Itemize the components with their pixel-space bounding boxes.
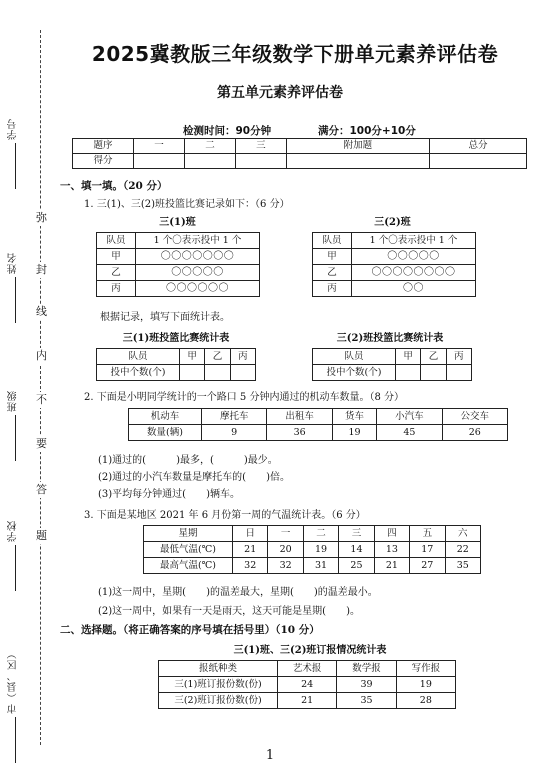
vehicle-table: 机动车 摩托车 出租车 货车 小汽车 公交车 数量(辆) 9 36 19 45 26: [128, 408, 508, 441]
seal-char: 弥: [36, 211, 47, 224]
city-label: 市（县、区）: [8, 648, 19, 714]
score-row-label: 得分: [73, 154, 134, 169]
newspaper-table-title: 三(1)班、三(2)班订报情况统计表: [233, 645, 387, 656]
q3-blank-2[interactable]: (2)这一周中，如果有一天是雨天，这天可能是星期( )。: [98, 606, 360, 617]
section1-heading: 一、填一填。（20 分）: [60, 180, 168, 192]
name-field[interactable]: [8, 252, 22, 323]
newspaper-table: 报纸种类 艺术报 数学报 写作报 三(1)班订报份数(份) 24 39 19 三(2)班订报份数(份) 21 35 28: [158, 660, 456, 709]
class1-record-table: 队员 1 个〇表示投中 1 个 甲 〇〇〇〇〇〇〇 乙 〇〇〇〇〇 丙 〇〇〇〇〇〇: [96, 232, 260, 297]
time-label: 检测时间：90分钟: [183, 125, 272, 137]
class2-stat-table: 队员 甲 乙 丙 投中个数(个): [312, 348, 472, 381]
school-field[interactable]: [8, 520, 22, 591]
score-header-cell: 一: [134, 139, 185, 154]
name-label: 姓名: [8, 252, 19, 274]
seal-char: 答: [36, 483, 47, 496]
score-input[interactable]: [429, 154, 526, 169]
score-input[interactable]: [134, 154, 185, 169]
class-field[interactable]: [8, 390, 22, 461]
class1-stat-title: 三(1)班投篮比赛统计表: [122, 333, 230, 344]
score-header-cell: 总分: [429, 139, 526, 154]
answer-cell[interactable]: [396, 365, 421, 381]
temperature-table: 星期 日 一 二 三 四 五 六 最低气温(℃) 21 20 19 14 13 17 22 最高气温(℃) 32 32 31 25 21 27 35: [143, 525, 481, 574]
school-label: 学校: [8, 520, 19, 542]
answer-cell[interactable]: [421, 365, 446, 381]
section2-heading: 二、选择题。（将正确答案的序号填在括号里）（10 分）: [60, 624, 320, 636]
page-number: 1: [265, 748, 275, 763]
class-label: 班级: [8, 390, 19, 412]
score-input[interactable]: [286, 154, 429, 169]
q1-instruction: 根据记录，填写下面统计表。: [100, 312, 230, 323]
score-input[interactable]: [184, 154, 235, 169]
student-id-label: 学号: [8, 118, 19, 140]
class2-record-title: 三(2)班: [374, 217, 411, 228]
student-id-field[interactable]: [8, 118, 22, 189]
q3-stem: 3. 下面是某地区 2021 年 6 月份第一周的气温统计表。（6 分）: [84, 510, 366, 521]
class2-stat-title: 三(2)班投篮比赛统计表: [336, 333, 444, 344]
q3-blank-1[interactable]: (1)这一周中，星期( )的温差最大，星期( )的温差最小。: [98, 587, 378, 598]
seal-char: 线: [36, 305, 47, 318]
page-subtitle: 第五单元素养评估卷: [217, 85, 343, 101]
q2-stem: 2. 下面是小明同学统计的一个路口 5 分钟内通过的机动车数量。（8 分）: [84, 392, 404, 403]
full-score-label: 满分：100分+10分: [318, 125, 416, 137]
score-header-cell: 二: [184, 139, 235, 154]
seal-char: 封: [36, 263, 47, 276]
answer-cell[interactable]: [446, 365, 471, 381]
seal-char: 题: [36, 529, 47, 542]
score-header-cell: 附加题: [286, 139, 429, 154]
score-header-cell: 三: [235, 139, 286, 154]
answer-cell[interactable]: [180, 365, 205, 381]
q2-blank-3[interactable]: (3)平均每分钟通过( )辆车。: [98, 489, 240, 500]
score-header-cell: 题序: [73, 139, 134, 154]
binding-line: [40, 30, 41, 745]
answer-cell[interactable]: [230, 365, 255, 381]
score-input[interactable]: [235, 154, 286, 169]
score-table: [72, 138, 527, 169]
class2-record-table: 队员 1 个〇表示投中 1 个 甲 〇〇〇〇〇 乙 〇〇〇〇〇〇〇〇 丙 〇〇: [312, 232, 476, 297]
class1-record-title: 三(1)班: [159, 217, 196, 228]
class1-stat-table: 队员 甲 乙 丙 投中个数(个): [96, 348, 256, 381]
city-field[interactable]: [8, 648, 22, 763]
q1-stem: 1. 三(1)、三(2)班投篮比赛记录如下：（6 分）: [84, 199, 290, 210]
q2-blank-1[interactable]: (1)通过的( )最多，( )最少。: [98, 455, 278, 466]
seal-char: 内: [36, 349, 47, 362]
seal-char: 要: [36, 437, 47, 450]
answer-cell[interactable]: [205, 365, 230, 381]
seal-char: 不: [36, 393, 47, 406]
page-title: 2025冀教版三年级数学下册单元素养评估卷: [91, 42, 499, 66]
q2-blank-2[interactable]: (2)通过的小汽车数量是摩托车的( )倍。: [98, 472, 290, 483]
